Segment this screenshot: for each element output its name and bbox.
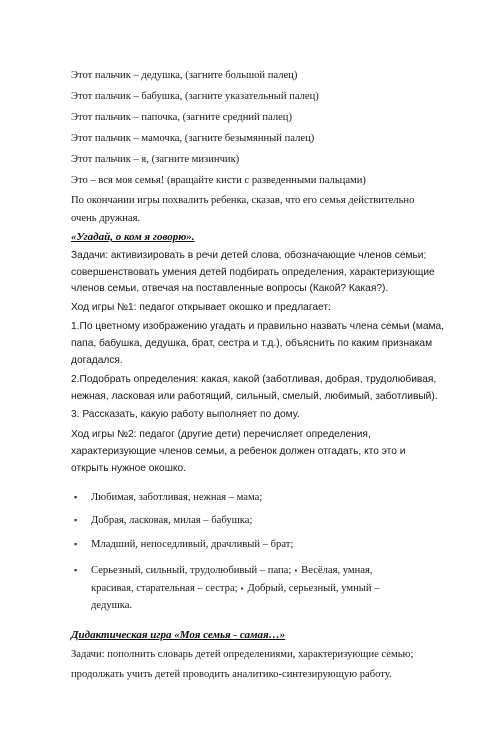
- bullet-icon: ▪: [74, 539, 78, 549]
- list-item: [91, 564, 373, 577]
- text-line: догадался.: [71, 355, 123, 366]
- list-item-text: красивая, старательная – сестра;: [91, 583, 238, 594]
- text-line: 1.По цветному изображению угадать и правильно назвать члена семьи (мама,: [71, 321, 444, 332]
- bullet-icon: ▪: [240, 584, 244, 593]
- text-line: По окончании игры похвалить ребенка, сказав, что его семья действительно: [71, 195, 415, 206]
- text-line: Это – вся моя семья! (вращайте кисти с разведенными пальцами): [71, 175, 366, 186]
- text-line: очень дружная.: [71, 213, 141, 224]
- bullet-icon: ▪: [74, 565, 78, 575]
- list-item-text: Добрый, серьезный, умный –: [247, 583, 380, 594]
- text-line: 3. Рассказать, какую работу выполняет по дому.: [71, 409, 300, 420]
- bullet-icon: ▪: [294, 566, 298, 575]
- text-line: 2.Подобрать определения: какая, какой (заботливая, добрая, трудолюбивая,: [71, 374, 437, 385]
- text-line: Этот пальчик – дедушка, (загните большой палец): [71, 70, 298, 81]
- text-line: Задачи: активизировать в речи детей слова, обозначающие членов семьи;: [71, 250, 427, 261]
- text-line: открыть нужное окошко.: [71, 463, 186, 474]
- text-line: Ход игры №1: педагог открывает окошко и предлагает:: [71, 302, 331, 313]
- list-item-continuation: [91, 582, 379, 595]
- bullet-icon: ▪: [74, 515, 78, 525]
- bullet-icon: ▪: [74, 492, 78, 502]
- section-heading: «Угадай, о ком я говорю».: [71, 231, 195, 243]
- text-line: Задачи: пополнить словарь детей определениями, характеризующие семью;: [71, 649, 414, 660]
- text-line: Ход игры №2: педагог (другие дети) перечисляет определения,: [71, 429, 371, 440]
- text-line: продолжать учить детей проводить аналитико-синтезирующую работу.: [71, 669, 392, 680]
- text-line: Этот пальчик – я, (загните мизинчик): [71, 154, 240, 165]
- text-line: членов семьи, отвечая на поставленные вопросы (Какой? Какая?).: [71, 283, 389, 294]
- text-line: Этот пальчик – мамочка, (загните безымянный палец): [71, 133, 315, 144]
- list-item: Любимая, заботливая, нежная – мама;: [91, 492, 263, 503]
- list-item: Добрая, ласковая, милая – бабушка;: [91, 515, 253, 526]
- text-line: совершенствовать умения детей подбирать определения, характеризующие: [71, 267, 435, 278]
- text-line: Этот пальчик – папочка, (загните средний палец): [71, 112, 293, 123]
- list-item-text: Серьезный, сильный, трудолюбивый – папа;: [91, 565, 292, 576]
- text-line: нежная, ласковая или работящий, сильный, смелый, любимый, заботливый).: [71, 391, 438, 402]
- list-item-text: Весёлая, умная,: [301, 565, 373, 576]
- section-heading: Дидактическая игра «Моя семья - самая…»: [71, 629, 286, 641]
- list-item-continuation: дедушка.: [91, 600, 133, 611]
- text-line: Этот пальчик – бабушка, (загните указательный палец): [71, 91, 319, 102]
- list-item: Младший, непоседливый, драчливый – брат;: [91, 539, 294, 550]
- text-line: характеризующие членов семьи, а ребенок должен отгадать, кто это и: [71, 446, 406, 457]
- text-line: папа, бабушка, дедушка, брат, сестра и т.д.), объяснить по каким признакам: [71, 338, 433, 349]
